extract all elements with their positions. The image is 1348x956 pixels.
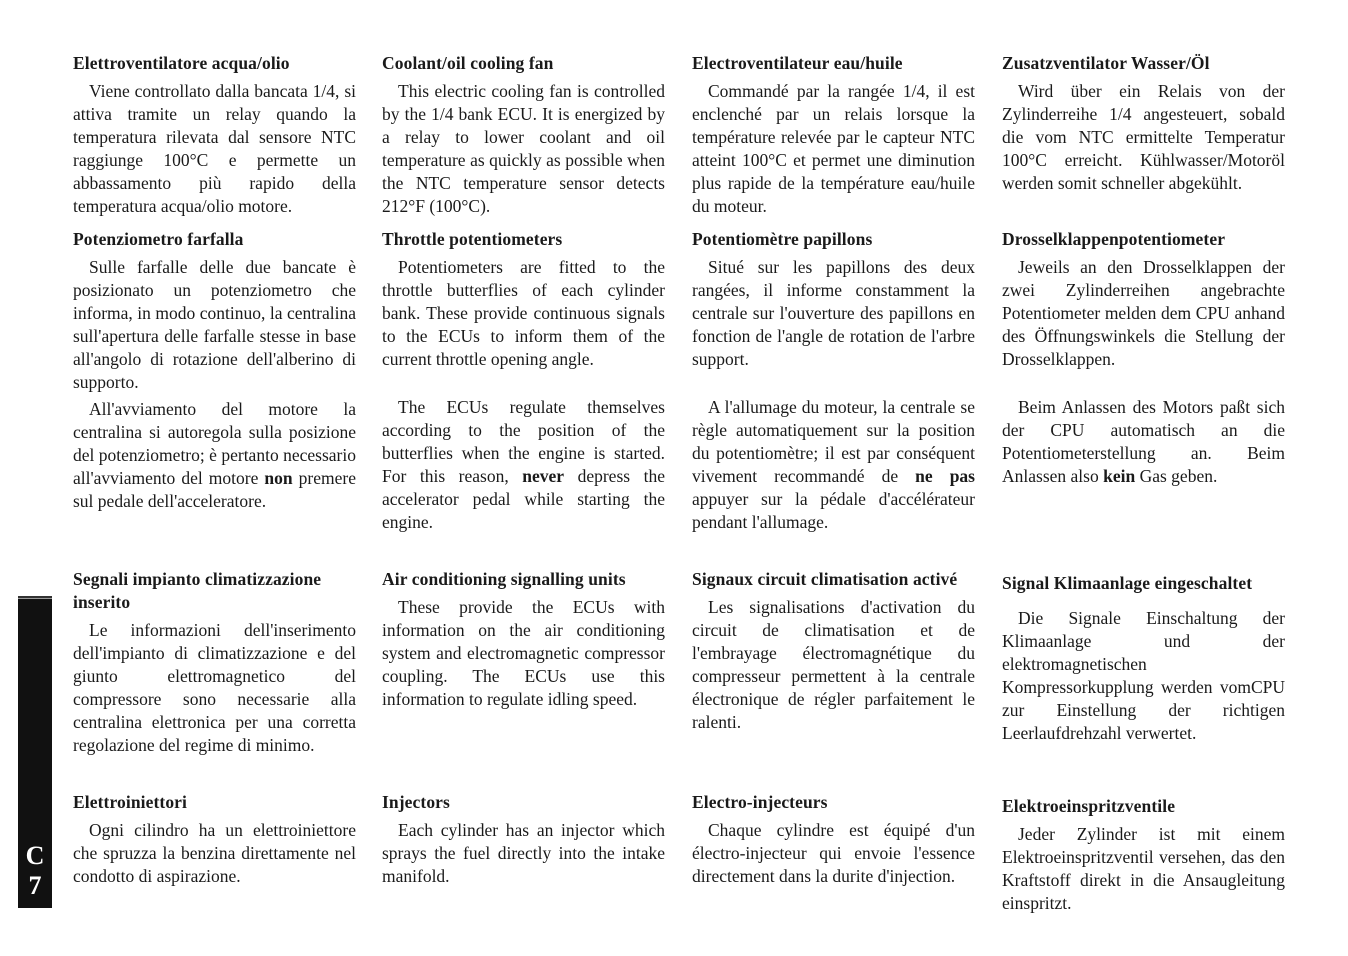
section-paragraph: Viene controllato dalla bancata 1/4, si attiva tramite un relay quando la temperatura rilevata dal sensore NTC raggiunge 100°C e permette un abbassamento più rapido della temperatura acqua/olio motore.: [73, 81, 356, 216]
section-heading: Signal Klimaanlage eingeschaltet: [1002, 573, 1253, 593]
section-injectors: [382, 791, 665, 892]
section-paragraph: Jeder Zylinder ist mit einem Elektroeinspritzventil versehen, das den Kraftstoff direkt in die Ansaugleitung einspritzt.: [1002, 824, 1285, 913]
section-heading: Segnali impianto climatizzazione inserito: [73, 569, 322, 612]
section-injectors: [692, 791, 975, 892]
section-throttle: [73, 228, 356, 517]
section-injectors: [73, 791, 356, 892]
section-heading: Elettroiniettori: [73, 792, 188, 812]
section-paragraph: Each cylinder has an injector which sprays the fuel directly into the intake manifold.: [382, 820, 665, 886]
section-throttle-startup: [382, 396, 665, 538]
section-heading: Elektroeinspritzventile: [1002, 796, 1176, 816]
section-heading: Elettroventilatore acqua/olio: [73, 53, 290, 73]
section-paragraph: Situé sur les papillons des deux rangées, il informe constamment la centrale sur l'ouverture des papillons en fonction de l'angle de rotation de l'arbre support.: [692, 257, 975, 369]
section-paragraph: Commandé par la rangée 1/4, il est enclenché par un relais lorsque la température relevée par le capteur NTC atteint 100°C et permet une diminution plus rapide de la température eau/huile du moteur.: [692, 81, 975, 216]
section-throttle-startup: [692, 396, 975, 538]
section-injectors: [1002, 795, 1285, 919]
section-heading: Electro-injecteurs: [692, 792, 828, 812]
section-paragraph: Sulle farfalle delle due bancate è posizionato un potenziometro che informa, in modo continuo, la centralina sull'apertura delle farfalle stesse in base all'angolo di rotazione dell'alberino di supporto.: [73, 257, 356, 392]
section-heading: Potentiomètre papillons: [692, 229, 873, 249]
section-heading: Potenziometro farfalla: [73, 229, 244, 249]
section-fan: [73, 52, 356, 222]
section-heading: Drosselklappenpotentiometer: [1002, 229, 1226, 249]
section-paragraph: Ogni cilindro ha un elettroiniettore che spruzza la benzina direttamente nel condotto di aspirazione.: [73, 820, 356, 886]
section-paragraph: A l'allumage du moteur, la centrale se règle automatiquement sur la position du potentiomètre; il est par conséquent vivement recommandé de ne pas appuyer sur la pédale d'accélérateur pendant l'allumage.: [692, 397, 975, 532]
section-paragraph: The ECUs regulate themselves according to the position of the butterflies when the engine is started. For this reason, never depress the accelerator pedal while starting the engine.: [382, 397, 665, 532]
section-paragraph: Potentiometers are fitted to the throttle butterflies of each cylinder bank. These provide continuous signals to the ECUs to inform them of the current throttle opening angle.: [382, 257, 665, 369]
section-paragraph: Les signalisations d'activation du circuit de climatisation et de l'embrayage électromagnétique du compresseur permettent à la centrale électronique de régler parfaitement le ralenti.: [692, 597, 975, 732]
section-heading: Air conditioning signalling units: [382, 569, 626, 589]
section-aircon: [1002, 572, 1285, 749]
section-paragraph: Die Signale Einschaltung der Klimaanlage und der elektromagnetischen Kompressorkupplung werden vomCPU zur Einstellung der richtigen Leerlaufdrehzahl verwertet.: [1002, 608, 1285, 743]
section-paragraph: All'avviamento del motore la centralina si autoregola sulla posizione del potenziometro; è pertanto necessario all'avviamento del motore non premere sul pedale dell'acceleratore.: [73, 399, 356, 511]
section-throttle: [1002, 228, 1285, 375]
section-heading: Injectors: [382, 792, 450, 812]
section-tab-letter: C: [25, 841, 45, 870]
section-paragraph: Beim Anlassen des Motors paßt sich der CPU automatisch an die Potentiometerstellung an. Beim Anlassen also kein Gas geben.: [1002, 397, 1285, 486]
section-aircon: [382, 568, 665, 715]
section-heading: Throttle potentiometers: [382, 229, 563, 249]
section-throttle: [382, 228, 665, 375]
section-aircon: [73, 568, 356, 761]
section-tab-number: 7: [28, 871, 42, 900]
section-fan: [692, 52, 975, 222]
section-throttle-startup: [1002, 396, 1285, 492]
section-paragraph: Le informazioni dell'inserimento dell'impianto di climatizzazione e del giunto elettromagnetico del compressore sono necessarie alla centralina elettronica per una corretta regolazione del regime di minimo.: [73, 620, 356, 755]
section-heading: Zusatzventilator Wasser/Öl: [1002, 53, 1210, 73]
section-heading: Signaux circuit climatisation activé: [692, 569, 958, 589]
section-paragraph: Jeweils an den Drosselklappen der zwei Zylinderreihen angebrachte Potentiometer melden dem CPU anhand des Öffnungswinkels die Stellung der Drosselklappen.: [1002, 257, 1285, 369]
section-heading: Coolant/oil cooling fan: [382, 53, 554, 73]
section-heading: Electroventilateur eau/huile: [692, 53, 903, 73]
section-paragraph: Chaque cylindre est équipé d'un électro-injecteur qui envoie l'essence directement dans la durite d'injection.: [692, 820, 975, 886]
section-paragraph: This electric cooling fan is controlled by the 1/4 bank ECU. It is energized by a relay to lower coolant and oil temperature as quickly as possible when the NTC temperature sensor detects 212°F (100°C).: [382, 81, 665, 216]
section-paragraph: These provide the ECUs with information on the air conditioning system and electromagnetic compressor coupling. The ECUs use this information to regulate idling speed.: [382, 597, 665, 709]
section-paragraph: Wird über ein Relais von der Zylinderreihe 1/4 angesteuert, sobald die vom NTC ermittelte Temperatur 100°C erreicht. Kühlwasser/Motoröl werden somit schneller abgekühlt.: [1002, 81, 1285, 193]
section-fan: [1002, 52, 1285, 199]
section-throttle: [692, 228, 975, 375]
section-aircon: [692, 568, 975, 738]
section-fan: [382, 52, 665, 222]
